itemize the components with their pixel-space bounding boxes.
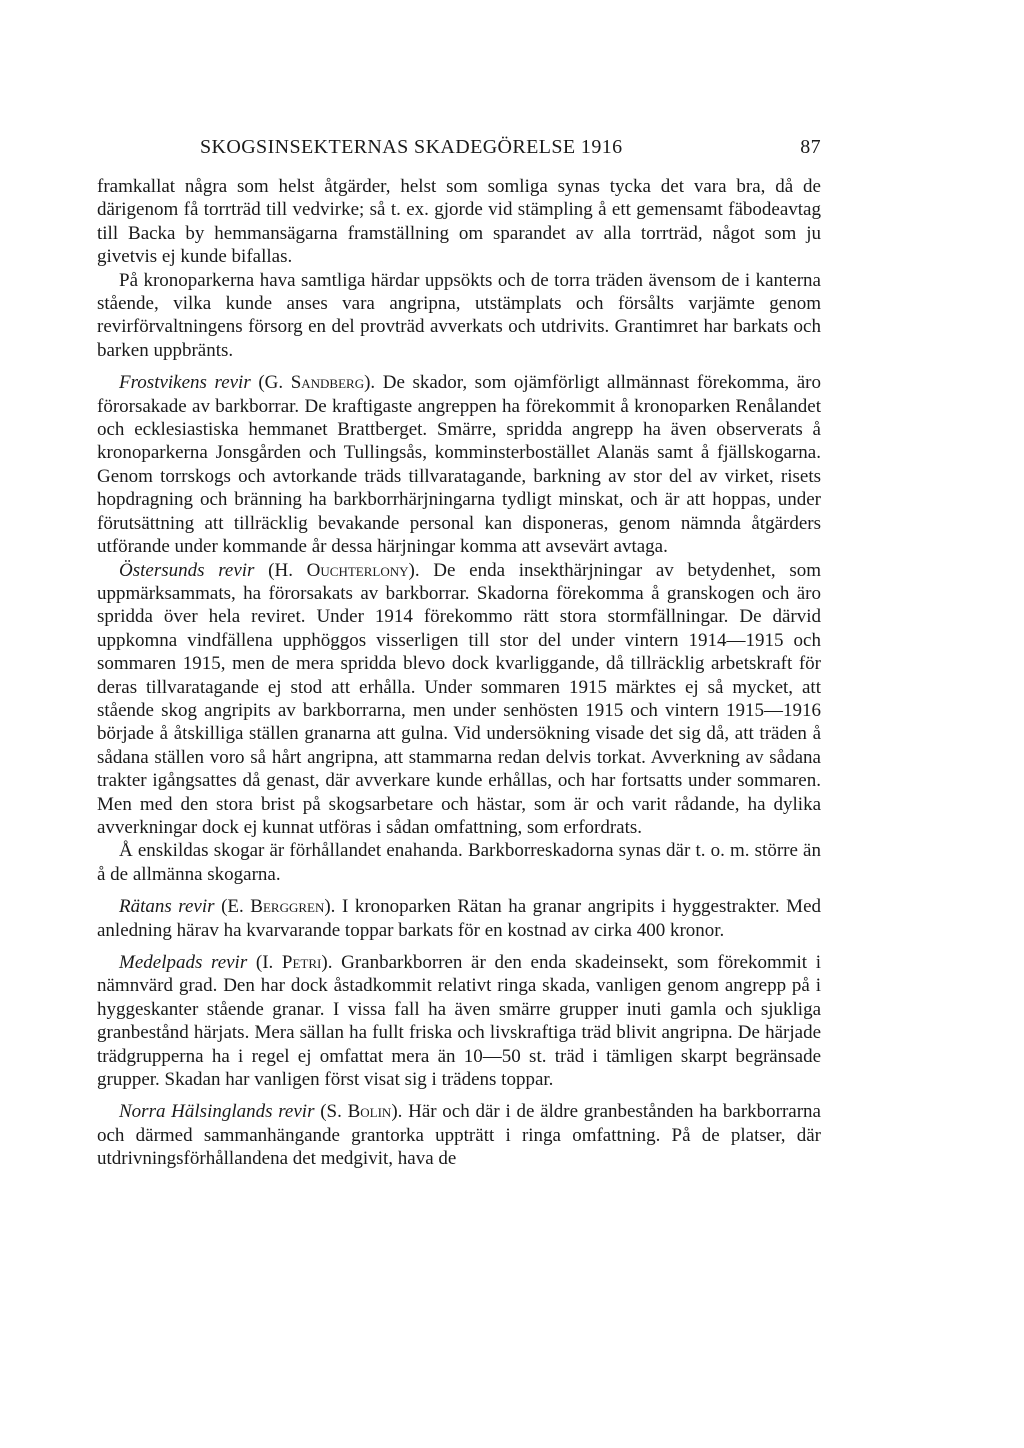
section-text: I kronoparken Rätan ha granar angripits i hyggestrakter. Med anledning härav ha kvarvarande toppar barkats för en kostnad av cirka 400 kronor. [97,896,822,941]
revir-name: Frostvikens revir [119,372,251,394]
running-title: SKOGSINSEKTERNAS SKADEGÖRELSE 1916 [200,136,623,158]
author-name: Ouchterlony [306,559,409,581]
section-text: De enda insekthärjningar av betydenhet, som uppmärksammats, ha förorsakats av barkborrar. Skadorna förekomma å granskogen och äro spridda över hela reviret. Under 1914 förekommo rätt stora stormfällningar. De därvid uppkomna vindfällena upphöggos visserligen till stor del under vintern 1914—1915 och sommaren 1915, men de mera spridda blevo dock kvarliggande, då tillräcklig arbetskraft för deras tillvaratagande ej stod att erhålla. Under sommaren 1915 märktes ej så mycket, att stående skog angripits av barkborrarna, men under senhösten 1915 och vintern 1915—1916 började å åtskilliga ställen granarna att gulna. Vid undersökning visade det sig då, att träden å sådana ställen voro så hårt angripna, att stammarna redan delvis torkat. Avverkning av sådana trakter igångsattes då genast, där avverkare kunde erhållas, och har fortsatts under sommaren. Men med den stora brist på skogsarbetare och hästar, som är och varit rådande, ha dylika avverkningar dock ej kunnat utföras i sådan omfattning, som erfordrats. [97,559,821,838]
section-text: Granbarkborren är den enda skadeinsekt, som förekommit i nämnvärd grad. Den har dock åstadkommit relativt ringa skada, vanligen genom angrepp på i hyggeskanter stående granar. I vissa fall ha även smärre grupper inuti gamla och sjukliga granbestånd härjats. Mera sällan ha fullt friska och livskraftiga träd blivit angripna. De härjade trädgrupperna ha i regel ej omfattat mera än 10—50 st. träd i tämligen skarpt begränsade grupper. Skadan har vanligen först visat sig i trädens toppar. [97,952,821,1091]
section-text: De skador, som ojämförligt allmännast förekomma, äro förorsakade av barkborrar. De kraftigaste angreppen ha förekommit å kronoparken Renålandet och ecklesiastiska hemmanet Brattberget. Smärre, spridda angrepp ha även observerats å kronoparkerna Jonsgården och Tullingsås, komminsterbostället Alanäs samt å fjällskogarna. Genom torrskogs och avtorkande träds tillvaratagande, barkning av stor del av virket, risets hopdragning och bränning ha barkborrhärjningarna tydligt minskat, och är att hoppas, under förutsättning att tillräcklig bevakande personal kan disponeras, genom nämnda åtgärders utförande under kommande år dessa härjningar komma att avsevärt avtaga. [97,372,822,558]
revir-name: Rätans revir [119,896,215,918]
section-text: Här och där i de äldre granbestånden ha barkborrarna och därmed sammanhängande grantorka uppträtt i ringa omfattning. På de platser, där utdrivningsförhållandena det medgivit, hava de [97,1101,821,1170]
author-name: Petri [281,952,322,973]
revir-name: Norra Hälsinglands revir [119,1101,315,1123]
section-ostersund: Östersunds revir (H. Ouchterlony). De enda insekthärjningar av betydenhet, som uppmärksammats, ha förorsakats av barkborrar. Skadorna förekomma å granskogen och äro spridda över hela reviret. Under 1914 förekommo rätt stora stormfällningar. De därvid uppkomna vindfällena upphöggos visserligen till stor del under vintern 1914—1915 och sommaren 1915, men de mera spridda blevo dock kvarliggande, då tillräcklig arbetskraft för deras tillvaratagande ej stod att erhålla. Under sommaren 1915 märktes ej så mycket, att stående skog angripits av barkborrarna, men under senhösten 1915 och vintern 1915—1916 började å åtskilliga ställen granarna att gulna. Vid undersökning visade det sig då, att träden å sådana ställen voro så hårt angripna, att stammarna redan delvis torkat. Avverkning av sådana trakter igångsattes då genast, där avverkare kunde erhållas, och har fortsatts under sommaren. Men med den stora brist på skogsarbetare och hästar, som är och varit rådande, ha dylika avverkningar dock ej kunnat utföras i sådan omfattning, som erfordrats. [97,559,821,838]
paragraph-continuation: framkallat några som helst åtgärder, helst som somliga synas tycka det vara bra, då de därigenom få torrträd till vedvirke; så t. ex. gjorde vid stämpling å ett gemensamt fäbodeavtag till Backa by hemmansägarna framställning om sparandet av alla torrträd, något som ju givetvis ej kunde bifallas. [97,176,821,268]
page-number: 87 [800,136,821,158]
author-name: Berggren [250,896,325,918]
revir-name: Medelpads revir [119,952,248,973]
section-medelpad: Medelpads revir (I. Petri). Granbarkborren är den enda skadeinsekt, som förekommit i nämnvärd grad. Den har dock åstadkommit relativt ringa skada, vanligen genom angrepp på i hyggeskanter stående granar. I vissa fall ha även smärre grupper inuti gamla och sjukliga granbestånd härjats. Mera sällan ha fullt friska och livskraftiga träd blivit angripna. De härjade trädgrupperna ha i regel ej omfattat mera än 10—50 st. träd i tämligen skarpt begränsade grupper. Skadan har vanligen först visat sig i trädens toppar. [97,952,821,1091]
section-ratan: Rätans revir (E. Berggren). I kronoparken Rätan ha granar angripits i hyggestrakter. Med anledning härav ha kvarvarande toppar barkats för en kostnad av cirka 400 kronor. [97,896,822,941]
paragraph-kronoparkerna: På kronoparkerna hava samtliga härdar uppsökts och de torra träden ävensom de i kanterna stående, vilka kunde anses vara angripna, utstämplats och försålts varjämte genom revirförvaltningens försorg en del provträd avverkats och utdrivits. Grantimret har barkats och barken uppbränts. [97,269,821,361]
section-halsingland: Norra Hälsinglands revir (S. Bolin). Här och där i de äldre granbestånden ha barkborrarna och därmed sammanhängande grantorka uppträtt i ringa omfattning. På de platser, där utdrivningsförhållandena det medgivit, hava de [97,1101,821,1170]
author-name: Bolin [347,1101,392,1123]
paragraph-enskildas: Å enskildas skogar är förhållandet enahanda. Barkborreskadorna synas där t. o. m. större än å de allmänna skogarna. [97,840,821,885]
section-frostviken: Frostvikens revir (G. Sandberg). De skador, som ojämförligt allmännast förekomma, äro förorsakade av barkborrar. De kraftigaste angreppen ha förekommit å kronoparken Renålandet och ecklesiastiska hemmanet Brattberget. Smärre, spridda angrepp ha även observerats å kronoparkerna Jonsgården och Tullingsås, komminsterbostället Alanäs samt å fjällskogarna. Genom torrskogs och avtorkande träds tillvaratagande, barkning av stor del av virket, risets hopdragning och bränning ha barkborrhärjningarna tydligt minskat, och är att hoppas, under förutsättning att tillräcklig bevakande personal kan disponeras, genom nämnda åtgärders utförande under kommande år dessa härjningar komma att avsevärt avtaga. [97,372,822,558]
author-name: Sandberg [290,372,365,394]
revir-name: Östersunds revir [119,559,255,581]
book-page [97,132,821,1171]
running-head [97,132,821,166]
body-text [97,175,821,1171]
